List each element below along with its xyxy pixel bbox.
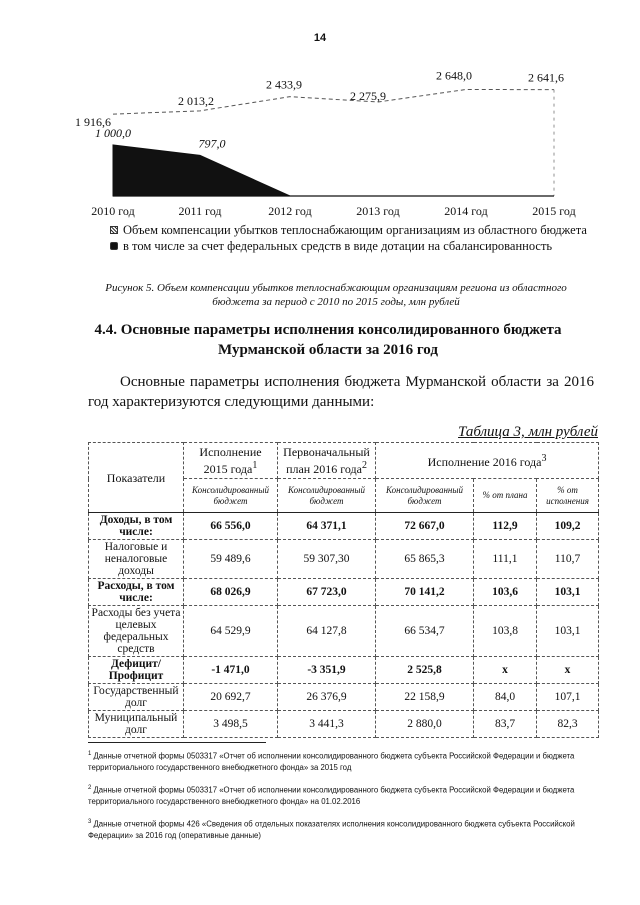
data-label-total: 1 916,6 (75, 115, 111, 130)
table-title: Таблица 3, млн рублей (458, 424, 598, 440)
subheader-pct-plan: % от плана (474, 479, 537, 513)
legend-item-total (110, 222, 587, 238)
cell-exec2015: 20 692,7 (184, 684, 278, 711)
cell-exec2016: 70 141,2 (376, 579, 474, 606)
cell-pct-plan: 103,6 (474, 579, 537, 606)
row-label: Государственный долг (89, 684, 184, 711)
cell-pct-exec: 103,1 (537, 606, 599, 657)
cell-pct-plan: 103,8 (474, 606, 537, 657)
legend-label: Объем компенсации убытков теплоснабжающим организациям из областного бюджета (123, 223, 587, 237)
cell-pct-exec: 109,2 (537, 513, 599, 540)
table-row (89, 579, 599, 606)
data-label-total: 2 433,9 (266, 77, 302, 92)
x-tick-label: 2011 год (178, 204, 222, 218)
section-heading (88, 320, 568, 360)
cell-exec2015: 3 498,5 (184, 711, 278, 738)
cell-exec2015: 64 529,9 (184, 606, 278, 657)
x-tick-label: 2012 год (268, 204, 312, 218)
cell-exec2016: 72 667,0 (376, 513, 474, 540)
table-row (89, 606, 599, 657)
cell-exec2015: 66 556,0 (184, 513, 278, 540)
cell-pct-exec: 82,3 (537, 711, 599, 738)
header-plan-2016: Первоначальный план 2016 года$^2$ (278, 443, 376, 479)
cell-pct-plan: х (474, 657, 537, 684)
cell-plan2016: 67 723,0 (278, 579, 376, 606)
row-label: Муниципальный долг (89, 711, 184, 738)
budget-table (88, 442, 599, 738)
table-row (89, 540, 599, 579)
cell-pct-exec: 103,1 (537, 579, 599, 606)
table-row (89, 513, 599, 540)
footnote-rule (88, 742, 266, 743)
body-paragraph: Основные параметры исполнения бюджета Мурманской области за 2016 год характеризуются следующими данными: (88, 374, 594, 410)
cell-plan2016: 64 127,8 (278, 606, 376, 657)
cell-pct-exec: 110,7 (537, 540, 599, 579)
cell-exec2016: 66 534,7 (376, 606, 474, 657)
subheader-pct-exec: % от исполнения (537, 479, 599, 513)
data-label-total: 2 648,0 (436, 68, 472, 83)
cell-pct-exec: 107,1 (537, 684, 599, 711)
cell-exec2015: 59 489,6 (184, 540, 278, 579)
heading-line: Мурманской области за 2016 год (218, 342, 438, 358)
legend-item-federal (110, 238, 587, 254)
row-label: Доходы, в том числе: (89, 513, 184, 540)
cell-plan2016: 59 307,30 (278, 540, 376, 579)
row-label: Налоговые и неналоговые доходы (89, 540, 184, 579)
cell-exec2016: 2 880,0 (376, 711, 474, 738)
cell-pct-plan: 84,0 (474, 684, 537, 711)
cell-pct-plan: 83,7 (474, 711, 537, 738)
compensation-area-chart (0, 0, 640, 230)
footnote-3: $^3$ Данные отчетной формы 426 «Сведения об отдельных показателях исполнения консолидированного бюджета субъекта Российской Федерации» за 2016 год (оперативные данные) (88, 819, 575, 840)
x-tick-label: 2014 год (444, 204, 488, 218)
cell-exec2015: -1 471,0 (184, 657, 278, 684)
series-federal-area (113, 145, 554, 196)
cell-exec2015: 68 026,9 (184, 579, 278, 606)
x-tick-label: 2015 год (532, 204, 576, 218)
heading-line: 4.4. Основные параметры исполнения консолидированного бюджета (94, 322, 562, 338)
cell-plan2016: 64 371,1 (278, 513, 376, 540)
header-indicators: Показатели (89, 443, 184, 513)
x-tick-label: 2010 год (91, 204, 135, 218)
cell-plan2016: 3 441,3 (278, 711, 376, 738)
table-row (89, 657, 599, 684)
subheader-consolidated: Консолидированный бюджет (376, 479, 474, 513)
hatched-square-icon (110, 226, 118, 234)
row-label: Дефицит/ Профицит (89, 657, 184, 684)
chart-legend (110, 222, 587, 254)
footnote-1: $^1$ Данные отчетной формы 0503317 «Отчет об исполнении консолидированного бюджета субъекта Российской Федерации и бюджета территориального государственного внебюджетного фонда» за 2015 год (88, 751, 575, 772)
header-exec-2016: Исполнение 2016 года$^3$ (376, 443, 599, 479)
data-label-federal: 1 000,0 (95, 126, 131, 140)
cell-exec2016: 2 525,8 (376, 657, 474, 684)
row-label: Расходы без учета целевых федеральных средств (89, 606, 184, 657)
subheader-consolidated: Консолидированный бюджет (184, 479, 278, 513)
figure-caption: Рисунок 5. Объем компенсации убытков теплоснабжающим организациям региона из областного бюджета за период с 2010 по 2015 годы, млн рублей (105, 282, 567, 308)
table-row (89, 684, 599, 711)
legend-label: в том числе за счет федеральных средств в виде дотации на сбалансированность (123, 239, 553, 253)
header-exec-2015: Исполнение 2015 года$^1$ (184, 443, 278, 479)
x-tick-label: 2013 год (356, 204, 400, 218)
cell-pct-plan: 112,9 (474, 513, 537, 540)
cell-plan2016: 26 376,9 (278, 684, 376, 711)
cell-pct-exec: х (537, 657, 599, 684)
solid-square-icon (110, 242, 118, 250)
cell-exec2016: 65 865,3 (376, 540, 474, 579)
data-label-federal: 797,0 (198, 136, 226, 151)
table-row (89, 711, 599, 738)
data-label-total: 2 641,6 (528, 70, 564, 85)
subheader-consolidated: Консолидированный бюджет (278, 479, 376, 513)
footnote-2: $^2$ Данные отчетной формы 0503317 «Отчет об исполнении консолидированного бюджета субъекта Российской Федерации и бюджета территориального государственного внебюджетного фонда» на 01.02.2016 (88, 785, 575, 806)
cell-exec2016: 22 158,9 (376, 684, 474, 711)
page-number: 14 (313, 32, 327, 44)
row-label: Расходы, в том числе: (89, 579, 184, 606)
data-label-total: 2 275,9 (350, 89, 386, 104)
cell-pct-plan: 111,1 (474, 540, 537, 579)
data-label-total: 2 013,2 (178, 93, 214, 108)
cell-plan2016: -3 351,9 (278, 657, 376, 684)
